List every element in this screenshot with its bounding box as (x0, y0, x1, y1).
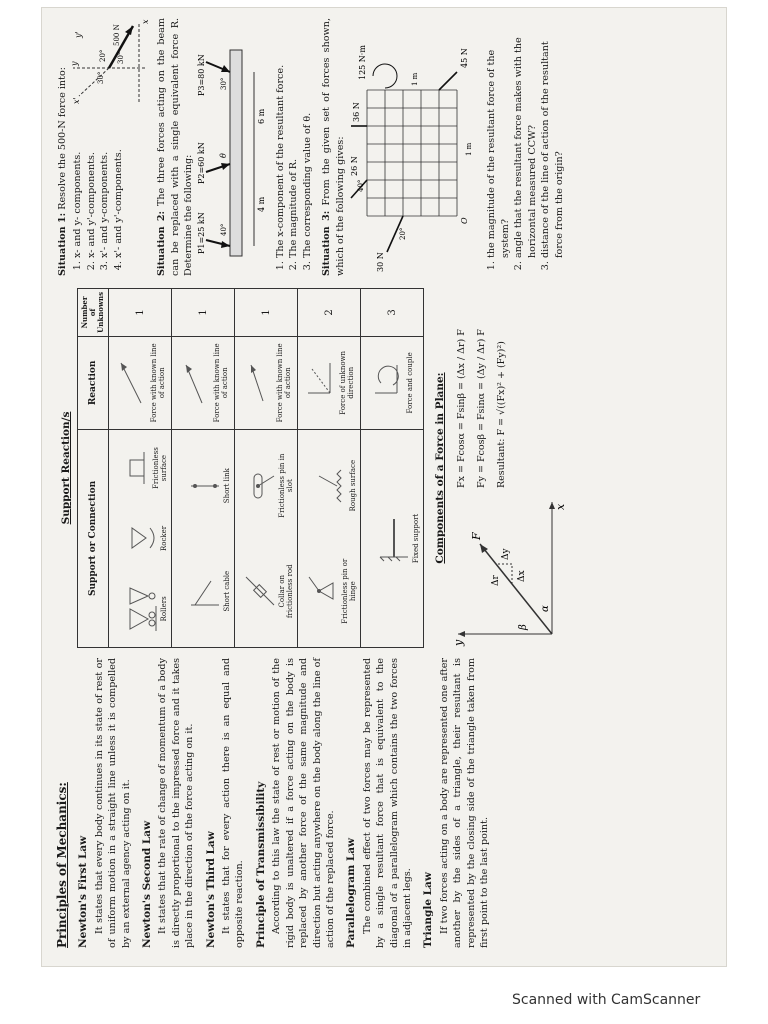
roller-sketch (124, 574, 168, 644)
support-label: Fixed support (412, 513, 421, 564)
support-cell (298, 429, 361, 647)
section-heading: Triangle Law (422, 872, 435, 948)
section-heading: Parallelogram Law (345, 837, 358, 948)
rocker-icon (124, 518, 160, 558)
alpha-label: α (539, 605, 551, 612)
list-item: 1. x- and y- components. (71, 149, 84, 258)
cable-icon (187, 571, 223, 611)
grid-force-diagram (347, 26, 479, 276)
pin-slot-icon (242, 466, 278, 506)
reaction-arrow-icon (115, 353, 145, 413)
roller-icon (124, 584, 160, 634)
section-text: It states that every body continues in its state of rest or of uniform motion in a straight line unless it is compelled by an external agency acting on it. (93, 658, 132, 948)
support-cell (109, 429, 172, 647)
x-label: x (141, 19, 151, 24)
reaction-label: Force of unknown direction (338, 350, 355, 415)
force-label: 30 N (376, 252, 386, 272)
beam-diagram (196, 26, 268, 276)
support-label: Frictionless surface (152, 447, 169, 489)
situation-heading: Situation 3: (321, 210, 333, 276)
reaction-arrow-icon (178, 353, 208, 413)
section-second-law (141, 658, 197, 948)
dimension-label: 1 m (465, 142, 474, 156)
component-equations (452, 329, 512, 488)
short-link-sketch (187, 451, 231, 521)
reaction-label: Force with known line of action (149, 343, 166, 423)
principles-column (56, 658, 491, 948)
unknowns-cell: 3 (361, 289, 424, 337)
support-label: Frictionless pin in slot (278, 453, 295, 518)
support-label: Short link (223, 468, 232, 504)
x-axis-label: x (553, 503, 567, 510)
section-text: It states that the rate of change of momentum of a body is directly proportional to the impressed force and it takes place in the direction of the force acting on it. (157, 658, 196, 948)
table-header (78, 289, 109, 648)
section-triangle (422, 658, 491, 948)
situation-1 (56, 18, 149, 276)
situation-heading: Situation 1: (57, 212, 68, 276)
reaction-cell (361, 336, 424, 429)
support-cell (235, 429, 298, 647)
unknowns-cell: 2 (298, 289, 361, 337)
header-support: Support or Connection (78, 429, 109, 647)
reaction-label: Force with known line of action (212, 343, 229, 423)
y-label: y (70, 61, 80, 66)
principles-title: Principles of Mechanics: (55, 782, 69, 948)
support-table (77, 288, 424, 648)
support-cell (361, 429, 424, 647)
camscanner-footer: Scanned with CamScanner (512, 992, 701, 1008)
origin-label: O (460, 217, 470, 224)
link-icon (187, 466, 223, 506)
unknowns-cell: 1 (235, 289, 298, 337)
section-text: It states that for every action there is an equal and opposite reaction. (221, 658, 246, 948)
reaction-cell (109, 336, 172, 429)
angle-label: 20° (399, 227, 408, 240)
situation-3 (320, 18, 566, 276)
list-item: 2. The magnitude of R. (287, 18, 300, 258)
table-row (361, 289, 424, 648)
table-row (298, 289, 361, 648)
force-label: 45 N (460, 48, 470, 68)
dimension-label: 1 m (411, 72, 420, 86)
rocker-sketch (124, 503, 168, 573)
list-item: 2. x- and y'-components. (85, 149, 98, 258)
beta-label: β (517, 624, 529, 630)
situation-2-list (274, 18, 314, 276)
hinge-icon (305, 571, 341, 611)
situation-text: From the given set of forces shown, which of the following gives: (321, 18, 346, 276)
y-prime-label: y' (74, 31, 84, 38)
support-label: Rocker (160, 525, 169, 552)
list-item: 4. x'- and y'-components. (112, 149, 125, 258)
fixed-support-sketch (376, 503, 420, 573)
y-axis-label: y (451, 639, 465, 646)
equation-fx: Fx = Fcosα = Fsinβ = (Δx / Δr) F (455, 329, 467, 488)
pin-slot-sketch (242, 451, 294, 521)
dimension-label: 6 m (256, 108, 266, 124)
pin-hinge-sketch (305, 556, 357, 626)
table-row (235, 289, 298, 648)
frictionless-surface-sketch (116, 433, 168, 503)
section-text: According to this law the state of rest or motion of the rigid body is unaltered if a force acting on the body is replaced by another force of the same magnitude and direction but acting anywhere on the body along the line of action of the replaced force. (271, 658, 336, 948)
list-item: 1. the magnitude of the resultant force of the system? (485, 18, 512, 258)
support-column (56, 288, 567, 648)
couple-icon (371, 353, 401, 413)
dy-label: Δy (500, 548, 511, 560)
scanned-page (42, 8, 726, 966)
short-cable-sketch (187, 556, 231, 626)
section-parallelogram (345, 658, 414, 948)
force-label: F (469, 532, 483, 540)
support-label: Rollers (160, 596, 169, 622)
force-label: P2=60 kN (196, 142, 206, 184)
list-item: 3. x'- and y-components. (98, 149, 111, 258)
angle-label: 40° (357, 179, 366, 192)
angle-label: 30° (219, 77, 228, 90)
force-label: 36 N (352, 102, 362, 122)
force-label: 26 N (350, 156, 360, 176)
section-third-law (205, 658, 247, 948)
list-item: 2. angle that the resultant force makes with the horizontal measured CCW? (512, 18, 539, 258)
equation-resultant: Resultant: F = √((Fx)² + (Fy)²) (495, 341, 507, 488)
x-prime-label: x' (72, 97, 82, 104)
reaction-label: Force and couple (405, 352, 414, 414)
situations-column (56, 18, 570, 276)
rotated-content (42, 8, 726, 966)
fixed-support-icon (376, 513, 412, 563)
force-label: 500 N (113, 24, 122, 46)
collar-sketch (242, 556, 294, 626)
situation-1-list (71, 149, 145, 276)
angle-label: θ (218, 153, 228, 158)
support-label: Collar on frictionless rod (278, 564, 295, 619)
angle-label: 30° (117, 51, 126, 64)
section-text: If two forces acting on a body are represented one after another by the sides of a triangle, their resultant is represented by the closing side of the triangle taken from first point to the last point. (438, 658, 490, 948)
unknowns-cell: 1 (109, 289, 172, 337)
support-cell (172, 429, 235, 647)
list-item: 1. The x-component of the resultant force. (274, 18, 287, 258)
reaction-cell (298, 336, 361, 429)
list-item: 3. The corresponding value of θ. (301, 18, 314, 258)
section-transmissibility (255, 658, 337, 948)
rough-surface-icon (313, 466, 349, 506)
situation-text: The three forces acting on the beam can be replaced with a single equivalent force R. Determine the following: (156, 18, 195, 276)
equation-fy: Fy = Fcosβ = Fsinα = (Δy / Δr) F (475, 329, 487, 488)
header-reaction: Reaction (78, 336, 109, 429)
angle-label: 40° (219, 223, 228, 236)
reaction-label: Force with known line of action (275, 343, 292, 423)
reaction-cell (235, 336, 298, 429)
support-label: Short cable (223, 570, 232, 612)
angle-label: 20° (99, 49, 108, 62)
dr-label: Δr (490, 575, 501, 586)
rough-surface-sketch (313, 451, 357, 521)
support-label: Frictionless pin or hinge (341, 558, 358, 624)
section-first-law (77, 658, 133, 948)
surface-icon (116, 448, 152, 488)
reaction-components-icon (304, 353, 334, 413)
section-heading: Newton's Third Law (204, 831, 217, 948)
table-row (172, 289, 235, 648)
support-label: Rough surface (349, 459, 358, 512)
reaction-cell (172, 336, 235, 429)
moment-label: 125 N·m (358, 45, 368, 80)
force-components-diagram (451, 498, 567, 648)
section-text: The combined effect of two forces may be represented by a single resultant force that is equivalent to the diagonal of a parallelogram which contains the two forces in adjacent legs. (361, 658, 413, 948)
force-label: P3=80 kN (196, 54, 206, 96)
collar-icon (242, 571, 278, 611)
header-unknowns: Number of Unknowns (78, 289, 109, 337)
section-heading: Newton's Second Law (141, 820, 154, 948)
situation-text: Resolve the 500-N force into: (57, 67, 68, 210)
dimension-label: 4 m (256, 196, 266, 212)
dx-label: Δx (516, 570, 527, 582)
section-heading: Principle of Transmissibility (254, 781, 267, 948)
situation-3-list (485, 18, 565, 276)
section-heading: Newton's First Law (77, 835, 90, 948)
list-item: 3. distance of the line of action of the resultant force from the origin? (539, 18, 566, 258)
components-title: Components of a Force in Plane: (434, 372, 447, 564)
situation-heading: Situation 2: (156, 210, 168, 276)
table-row (109, 289, 172, 648)
reaction-arrow-icon (241, 353, 271, 413)
angle-label: 30° (97, 71, 106, 84)
unknowns-cell: 1 (172, 289, 235, 337)
support-title: Support Reaction/s (60, 411, 72, 525)
situation-2 (155, 18, 314, 276)
force-label: P1=25 kN (196, 212, 206, 254)
situation-1-diagram (69, 18, 149, 108)
